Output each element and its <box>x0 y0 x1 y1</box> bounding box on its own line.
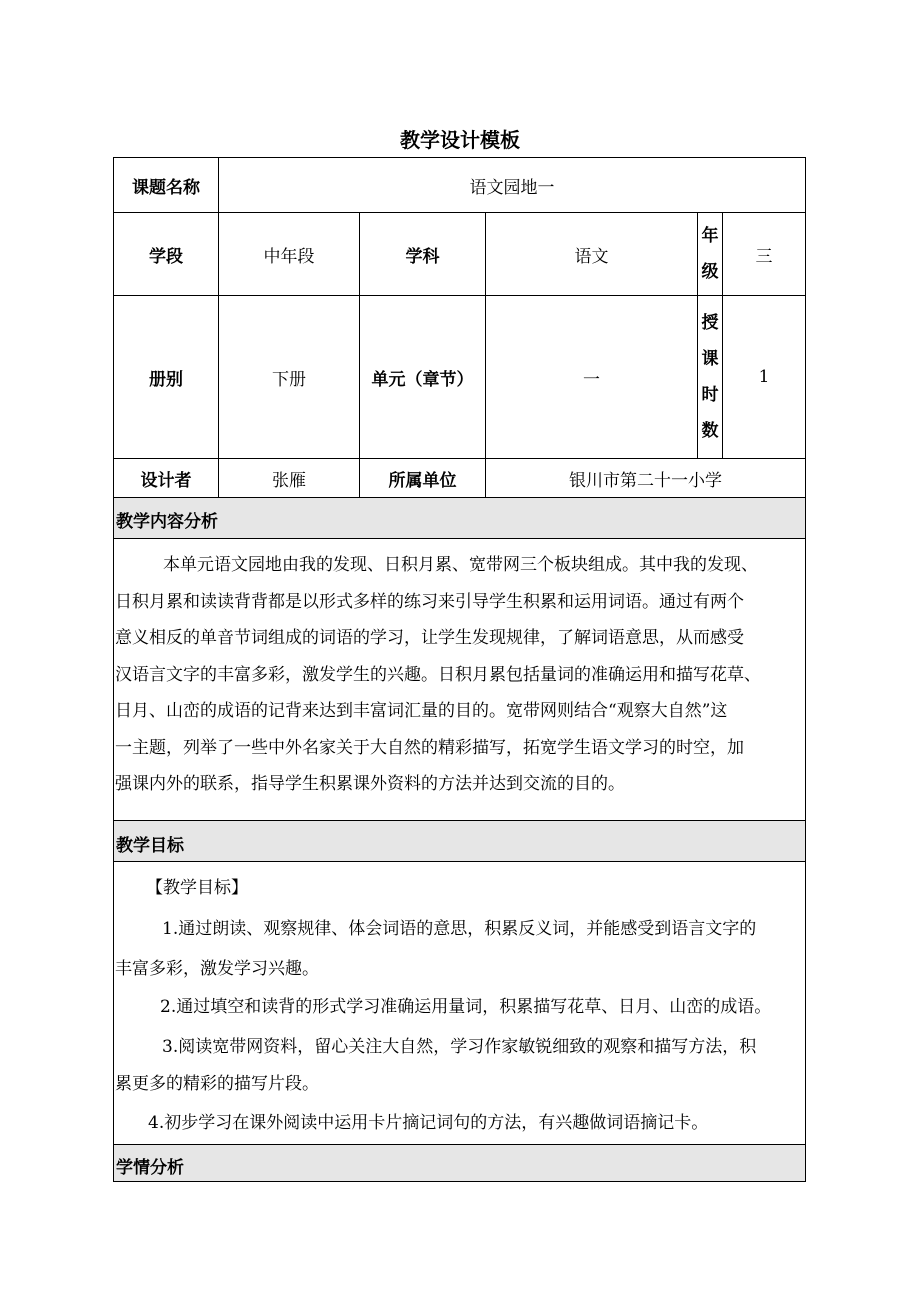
topic-label: 课题名称 <box>132 177 200 198</box>
unit-value: 一 <box>583 369 600 390</box>
designer-value: 张雁 <box>272 470 306 491</box>
paragraph-line: 一主题，列举了一些中外名家关于大自然的精彩描写，拓宽学生语文学习的时空，加 <box>115 737 744 758</box>
learner-analysis-heading: 学情分析 <box>116 1158 184 1178</box>
grade-label-char: 级 <box>701 262 719 282</box>
hours-label <box>698 296 722 458</box>
hours-label-char: 数 <box>701 421 719 441</box>
volume-value: 下册 <box>272 369 306 390</box>
org-value: 银川市第二十一小学 <box>569 470 722 491</box>
row-divider <box>113 538 806 539</box>
subject-label: 学科 <box>405 246 440 267</box>
row-divider <box>113 861 806 862</box>
org-label: 所属单位 <box>388 470 457 491</box>
content-analysis-text <box>115 547 805 803</box>
goal-item: 4.初步学习在课外阅读中运用卡片摘记词句的方法，有兴趣做词语摘记卡。 <box>148 1113 709 1133</box>
unit-label: 单元（章节） <box>371 369 474 390</box>
grade-label <box>698 213 722 295</box>
hours-label-char: 课 <box>701 349 719 369</box>
goal-item: 3.阅读宽带网资料，留心关注大自然，学习作家敏锐细致的观察和描写方法，积 <box>162 1037 757 1057</box>
goal-item: 累更多的精彩的描写片段。 <box>115 1074 319 1094</box>
paragraph-line: 日月、山峦的成语的记背来达到丰富词汇量的目的。宽带网则结合“观察大自然”这 <box>115 701 728 721</box>
stage-label: 学段 <box>149 246 183 267</box>
grade-label-char: 年 <box>701 226 719 246</box>
paragraph-line: 意义相反的单音节词组成的词语的学习，让学生发现规律，了解词语意思，从而感受 <box>115 628 744 648</box>
subject-value: 语文 <box>574 246 609 267</box>
topic-value: 语文园地一 <box>469 177 555 198</box>
hours-label-char: 时 <box>701 385 719 405</box>
goal-item: 丰富多彩，激发学习兴趣。 <box>115 959 319 979</box>
stage-value: 中年段 <box>263 246 315 267</box>
designer-label: 设计者 <box>140 470 192 491</box>
paragraph-line: 强课内外的联系，指导学生积累课外资料的方法并达到交流的目的。 <box>115 774 625 794</box>
hours-value: 1 <box>758 367 770 387</box>
grade-value: 三 <box>755 246 773 267</box>
volume-label: 册别 <box>149 369 183 390</box>
content-analysis-heading: 教学内容分析 <box>116 512 218 532</box>
goal-item: 1.通过朗读、观察规律、体会词语的意思，积累反义词，并能感受到语言文字的 <box>162 919 757 939</box>
paragraph-line: 汉语言文字的丰富多彩，激发学生的兴趣。日积月累包括量词的准确运用和描写花草、 <box>115 664 761 685</box>
section-header-bg <box>114 1145 805 1181</box>
paragraph-line: 本单元语文园地由我的发现、日积月累、宽带网三个板块组成。其中我的发现、 <box>163 555 758 575</box>
section-header-bg <box>114 821 805 861</box>
paragraph-line: 日积月累和读读背背都是以形式多样的练习来引导学生积累和运用词语。通过有两个 <box>115 591 744 612</box>
hours-label-char: 授 <box>701 313 719 333</box>
goal-item: 2.通过填空和读背的形式学习准确运用量词，积累描写花草、日月、山峦的成语。 <box>160 997 772 1017</box>
page-title: 教学设计模板 <box>400 128 520 152</box>
goals-heading: 教学目标 <box>116 836 184 856</box>
goals-subheading: 【教学目标】 <box>146 878 248 898</box>
